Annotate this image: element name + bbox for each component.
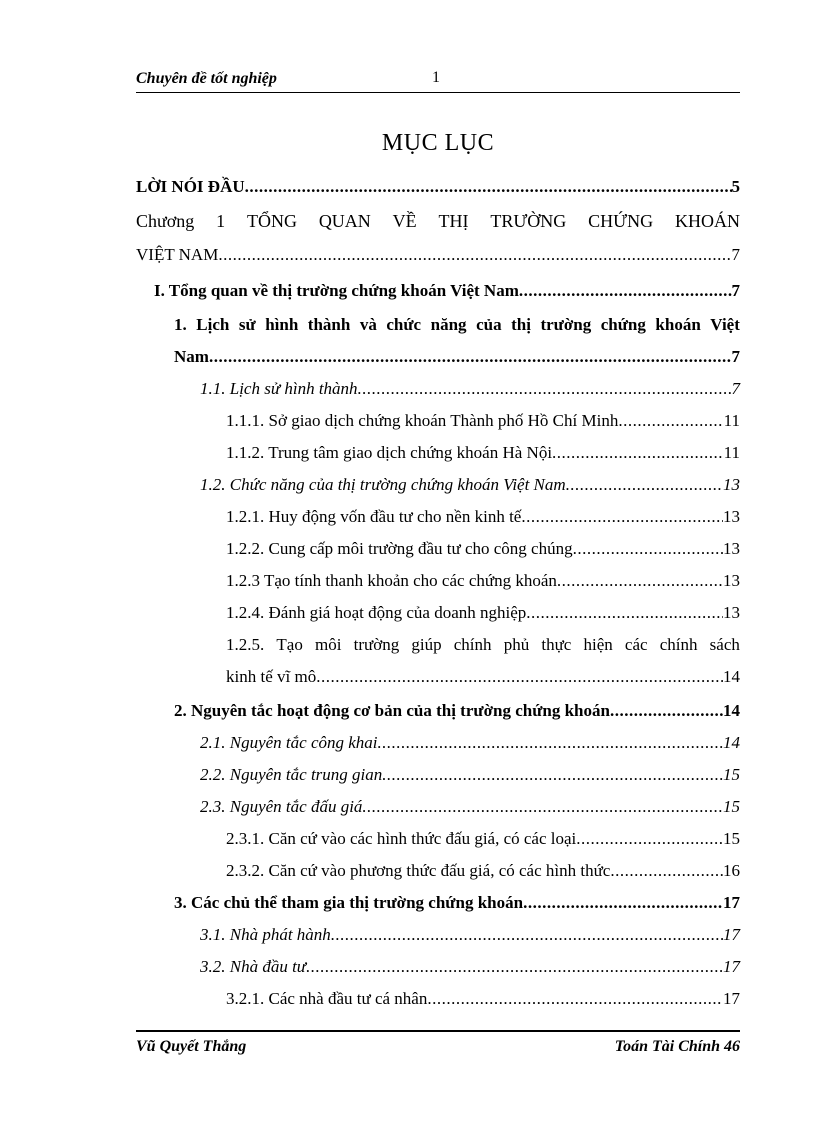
- toc-entry-1-2-5: 1.2.5. Tạo môi trường giúp chính phủ thực hiện các chính sách: [226, 635, 740, 654]
- toc-entry-1-2: 1.2. Chức năng của thị trường chứng khoán Việt Nam ..... 13: [200, 470, 740, 500]
- toc-entry-1-2-5-cont: kinh tế vĩ mô ..... 14: [226, 662, 740, 692]
- toc-entry-2-3-1: 2.3.1. Căn cứ vào các hình thức đấu giá, có các loại ..... 15: [226, 824, 740, 854]
- header-title: Chuyên đề tốt nghiệp: [136, 70, 277, 87]
- toc-entry-1-2-1: 1.2.1. Huy động vốn đầu tư cho nền kinh tế ..... 13: [226, 502, 740, 532]
- chapter1-word: KHOÁN: [674, 211, 740, 231]
- toc-entry-section-2: 2. Nguyên tắc hoạt động cơ bản của thị trường chứng khoán ..... 14: [174, 696, 740, 726]
- toc-entry-intro: LỜI NÓI ĐẦU ..... 5: [136, 172, 740, 202]
- toc-entry-section-1-1-cont: Nam ..... 7: [174, 342, 740, 372]
- toc-entry-1-2-2: 1.2.2. Cung cấp môi trường đầu tư cho công chúng ..... 13: [226, 534, 740, 564]
- toc-entry-2-3-2: 2.3.2. Căn cứ vào phương thức đấu giá, có các hình thức ..... 16: [226, 856, 740, 886]
- toc-entry-chapter1: [136, 206, 740, 236]
- toc-entry-1-1-2: 1.1.2. Trung tâm giao dịch chứng khoán Hà Nội ..... 11: [226, 438, 740, 468]
- toc-entry-2-3: 2.3. Nguyên tắc đấu giá ..... 15: [200, 792, 740, 822]
- toc-entry-2-2: 2.2. Nguyên tắc trung gian ..... 15: [200, 760, 740, 790]
- toc-entry-section-3: 3. Các chủ thể tham gia thị trường chứng khoán ..... 17: [174, 888, 740, 918]
- toc-entry-3-2: 3.2. Nhà đầu tư ..... 17: [200, 952, 740, 982]
- toc-entry-section-1: I. Tổng quan về thị trường chứng khoán Việt Nam ..... 7: [154, 276, 740, 306]
- toc-entry-1-2-4: 1.2.4. Đánh giá hoạt động của doanh nghiệp ..... 13: [226, 598, 740, 628]
- toc-entry-section-1-1: 1. Lịch sử hình thành và chức năng của thị trường chứng khoán Việt: [174, 315, 740, 334]
- chapter1-word: QUAN: [318, 211, 371, 231]
- toc-entry-1-2-3: 1.2.3 Tạo tính thanh khoản cho các chứng khoán ..... 13: [226, 566, 740, 596]
- chapter1-word: TỔNG: [246, 211, 297, 231]
- chapter1-word: 1: [216, 211, 226, 231]
- page-footer: [136, 1030, 740, 1060]
- toc-entry-chapter1-cont: VIỆT NAM ..... 7: [136, 240, 740, 270]
- page-title: MỤC LỤC: [381, 130, 495, 156]
- footer-class: Toán Tài Chính 46: [614, 1038, 740, 1055]
- toc-entry-1-1-1: 1.1.1. Sở giao dịch chứng khoán Thành phố Hồ Chí Minh ..... 11: [226, 406, 740, 436]
- chapter1-word: TRƯỜNG: [490, 211, 567, 231]
- page-number: 1: [432, 69, 440, 86]
- chapter1-word: VỀ: [392, 211, 417, 231]
- toc-entry-1-1: 1.1. Lịch sử hình thành ..... 7: [200, 374, 740, 404]
- toc-entry-3-1: 3.1. Nhà phát hành ..... 17: [200, 920, 740, 950]
- chapter1-word: Chương: [136, 211, 195, 231]
- toc-entry-2-1: 2.1. Nguyên tắc công khai ..... 14: [200, 728, 740, 758]
- chapter1-word: CHỨNG: [588, 211, 654, 231]
- chapter1-word: THỊ: [438, 211, 469, 231]
- page-header: [136, 68, 740, 93]
- footer-author: Vũ Quyết Thắng: [136, 1038, 247, 1055]
- toc-entry-3-2-1: 3.2.1. Các nhà đầu tư cá nhân ..... 17: [226, 984, 740, 1014]
